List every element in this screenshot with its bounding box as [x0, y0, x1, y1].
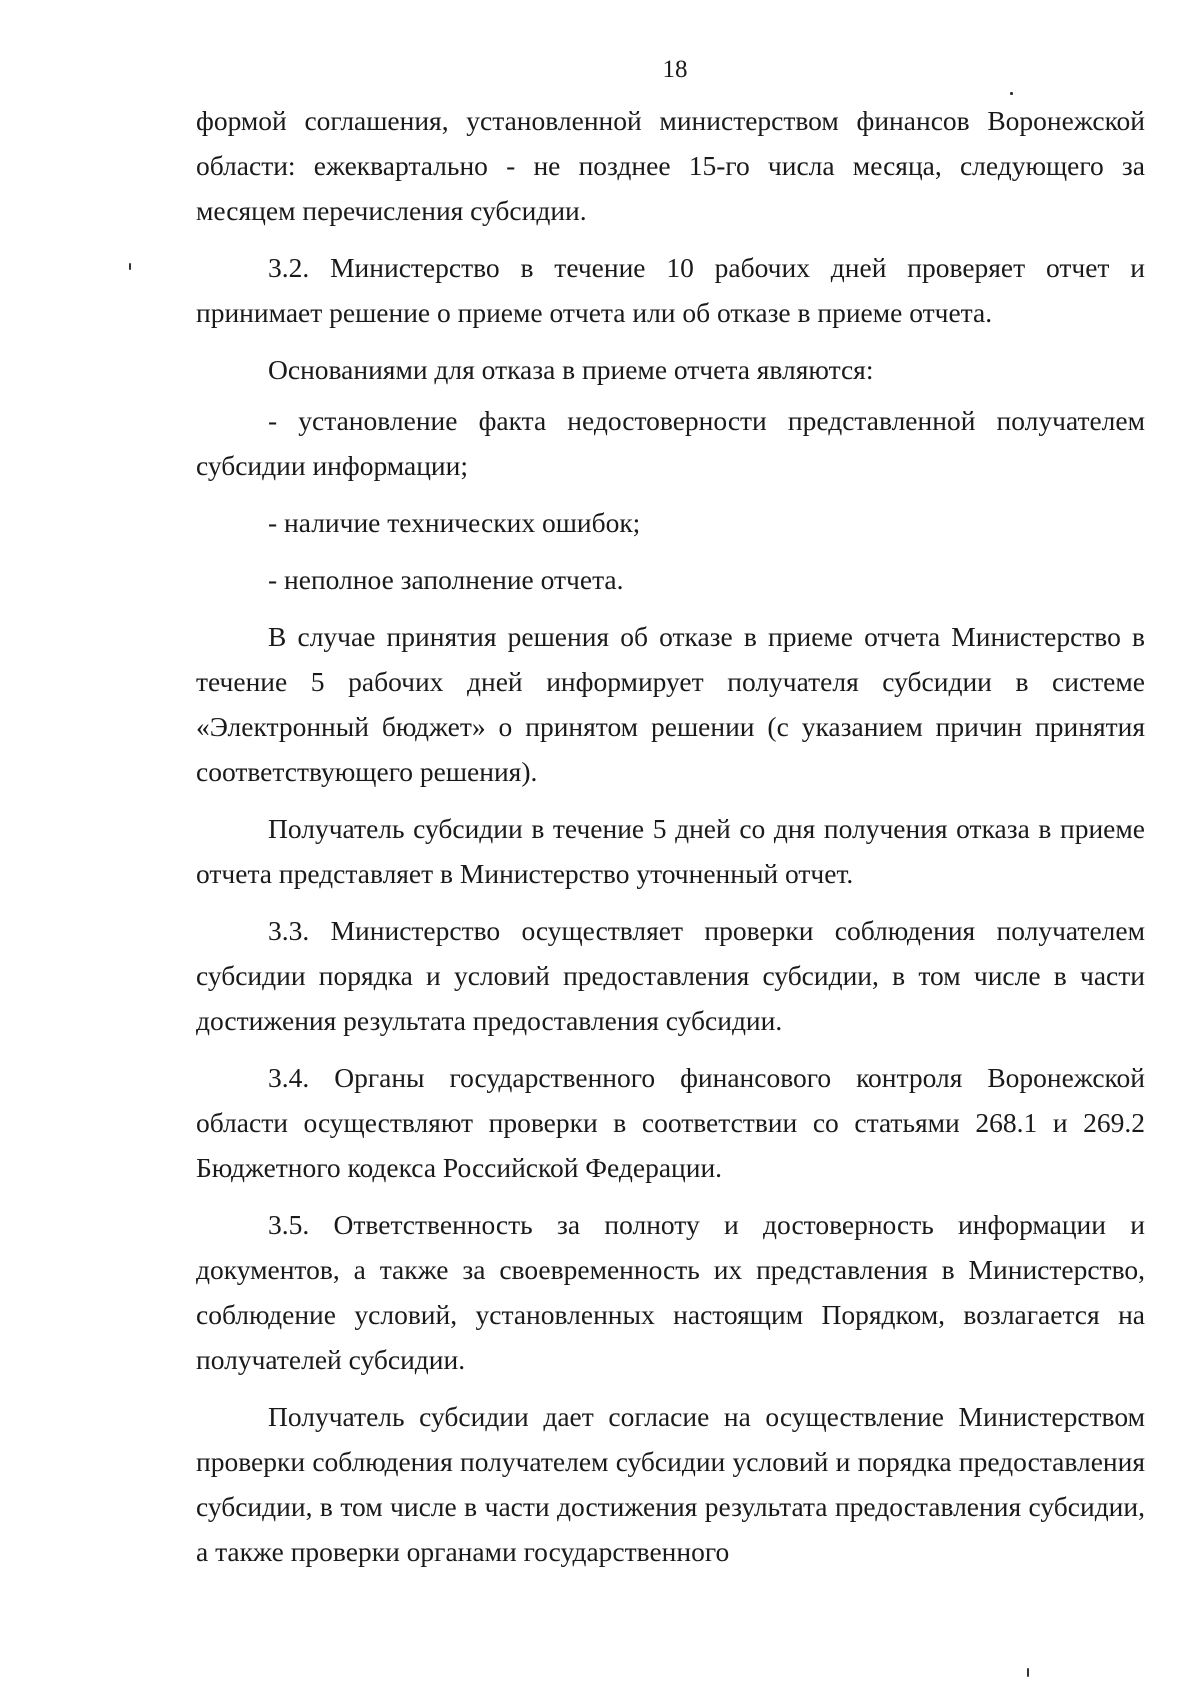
- list-item-inaccurate-info: - установление факта недостоверности представленной получателем субсидии информации;: [196, 405, 1145, 481]
- scan-speck: [1010, 92, 1013, 95]
- paragraph-consent: Получатель субсидии дает согласие на осуществление Министерством проверки соблюдения получателем субсидии условий и порядка предоставления субсидии, в том числе в части достижения результата предоставления субсидии, а также проверки органами государственного: [196, 1401, 1145, 1567]
- paragraph-3-3: 3.3. Министерство осуществляет проверки соблюдения получателем субсидии порядка и условий предоставления субсидии, в том числе в части достижения результата предоставления субсидии.: [196, 915, 1145, 1036]
- list-item-incomplete-report: - неполное заполнение отчета.: [268, 564, 624, 595]
- paragraph-corrected-report: Получатель субсидии в течение 5 дней со дня получения отказа в приеме отчета представляет в Министерство уточненный отчет.: [196, 813, 1145, 889]
- scan-speck: [1027, 1668, 1029, 1677]
- paragraph-3-4: 3.4. Органы государственного финансового контроля Воронежской области осуществляют проверки в соответствии со статьями 268.1 и 269.2 Бюджетного кодекса Российской Федерации.: [196, 1062, 1145, 1183]
- page-number: 18: [662, 56, 688, 83]
- paragraph-3-2: 3.2. Министерство в течение 10 рабочих дней проверяет отчет и принимает решение о приеме отчета или об отказе в приеме отчета.: [196, 252, 1145, 328]
- document-body: [196, 98, 1145, 1574]
- paragraph-continuation: формой соглашения, установленной министерством финансов Воронежской области: ежеквартально - не позднее 15-го числа месяца, следующего за месяцем перечисления субсидии.: [196, 105, 1145, 226]
- paragraph-refusal-notification: В случае принятия решения об отказе в приеме отчета Министерство в течение 5 рабочих дней информирует получателя субсидии в системе «Электронный бюджет» о принятом решении (с указанием причин принятия соответствующего решения).: [196, 621, 1145, 787]
- list-item-technical-errors: - наличие технических ошибок;: [268, 507, 641, 538]
- paragraph-3-5: 3.5. Ответственность за полноту и достоверность информации и документов, а также за своевременность их представления в Министерство, соблюдение условий, установленных настоящим Порядком, возлагается на получателей субсидии.: [196, 1209, 1145, 1375]
- scan-speck: [129, 263, 131, 270]
- paragraph-refusal-grounds: Основаниями для отказа в приеме отчета являются:: [268, 354, 874, 385]
